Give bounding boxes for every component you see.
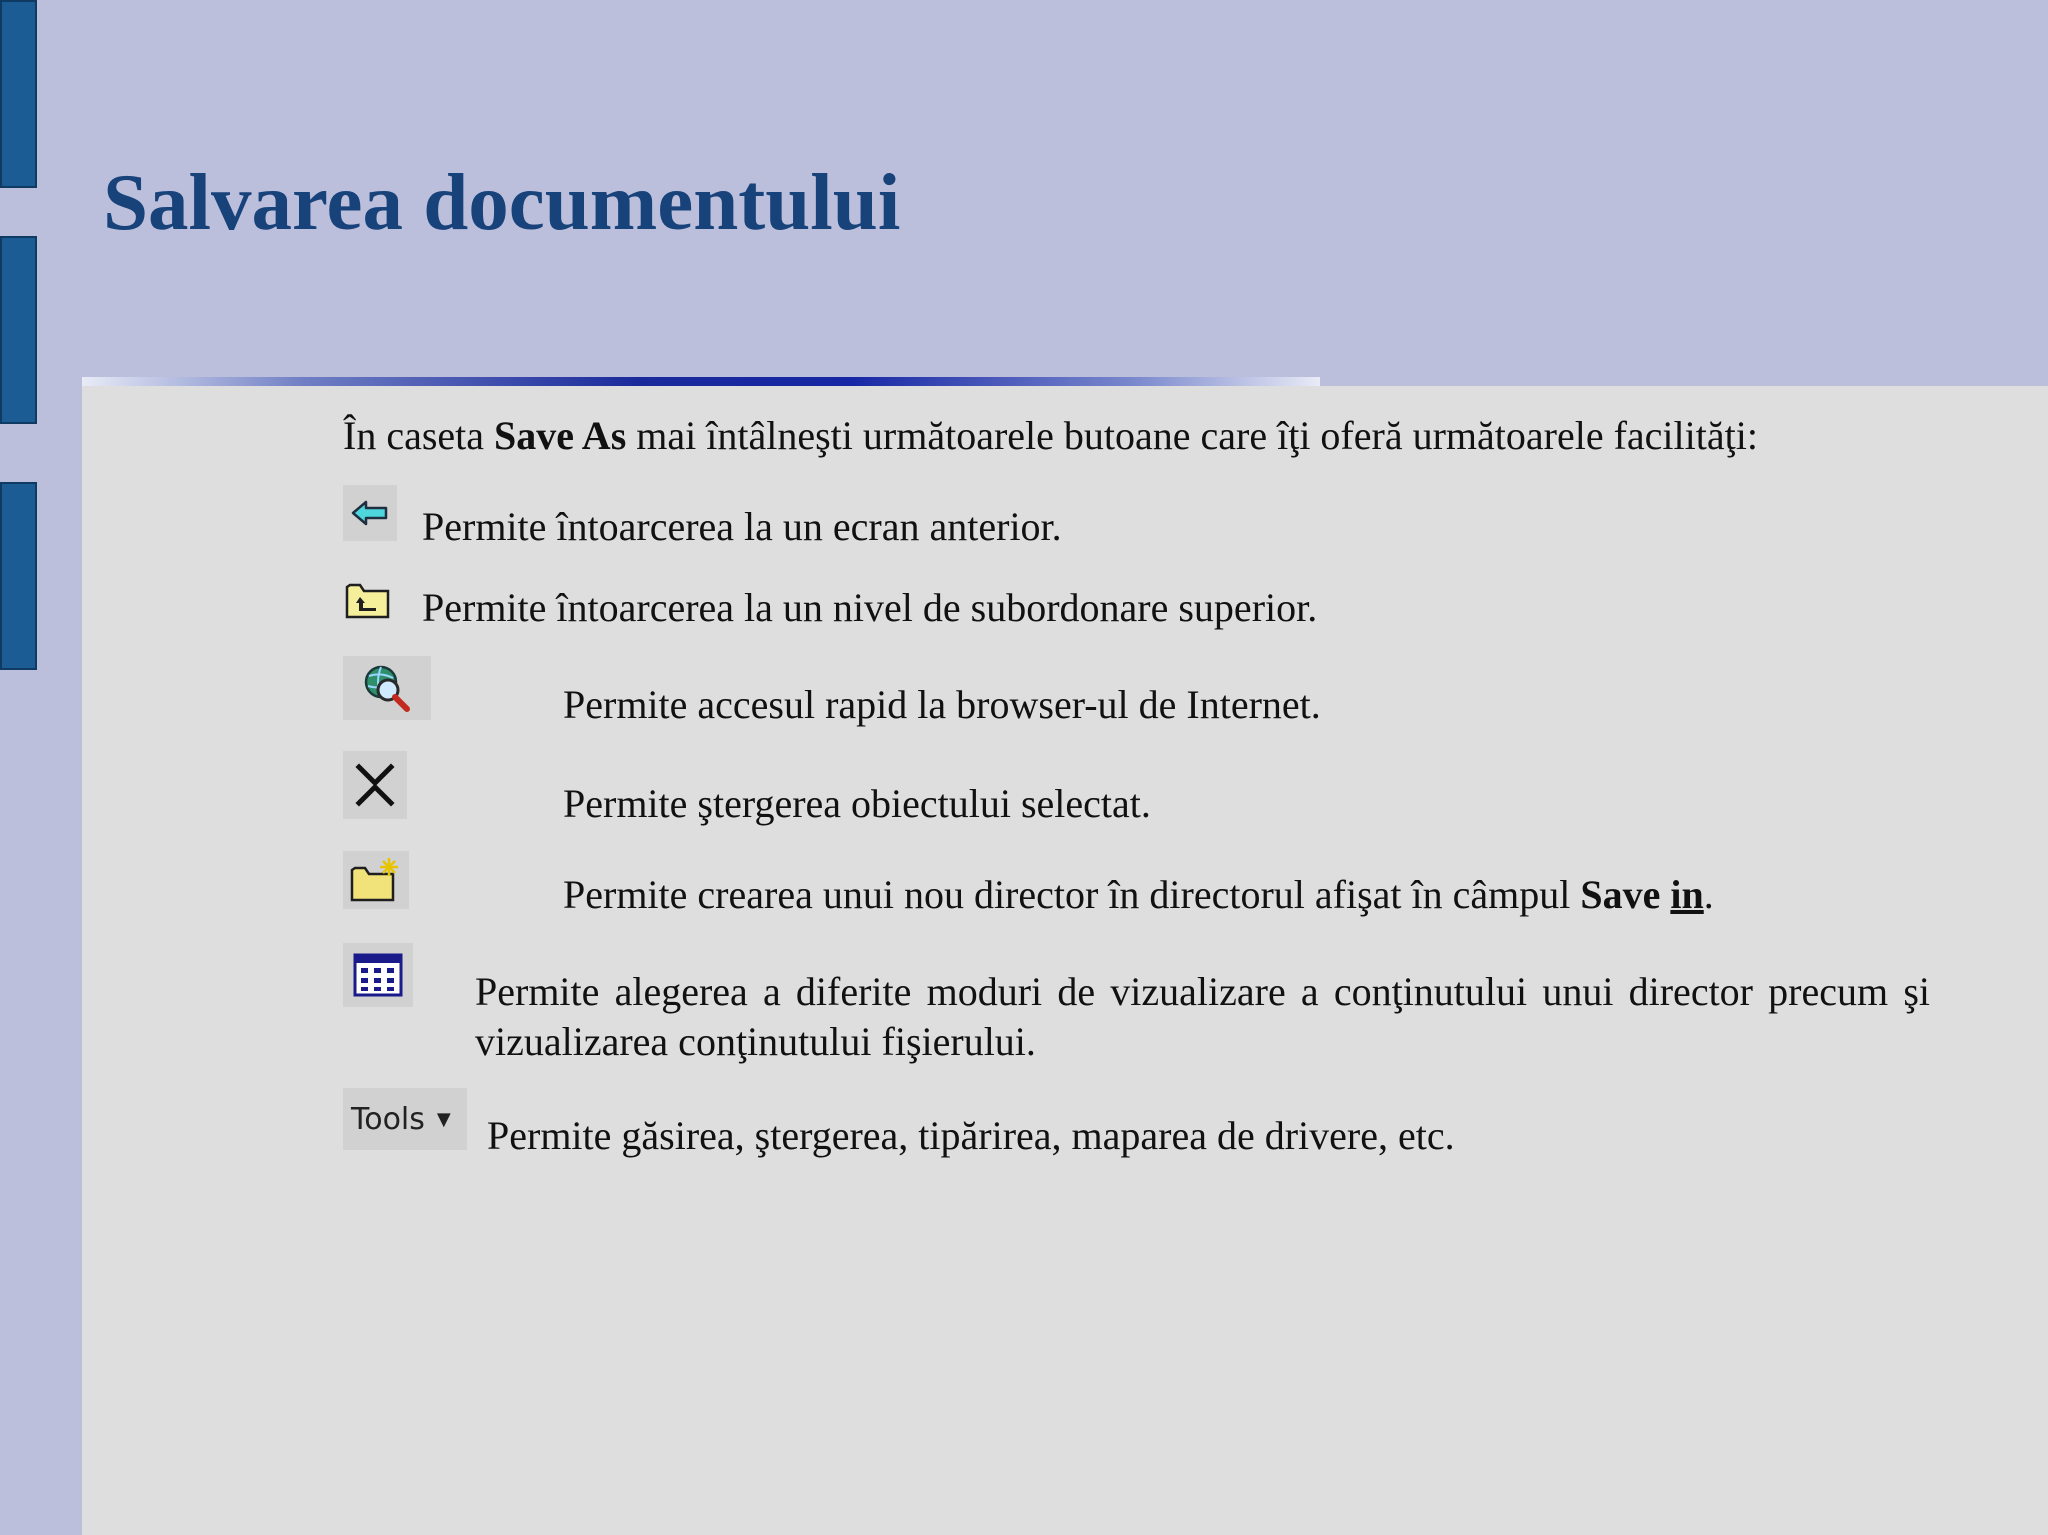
item-back-text: Permite întoarcerea la un ecran anterior.	[422, 504, 1062, 549]
back-arrow-icon	[350, 498, 390, 528]
side-accent-bar	[0, 236, 37, 424]
dropdown-arrow-icon: ▼	[436, 1108, 451, 1130]
tools-button[interactable]	[343, 1088, 467, 1150]
intro-save-as: Save As	[494, 413, 627, 458]
views-icon	[353, 953, 403, 997]
new-folder-button[interactable]	[343, 851, 409, 909]
up-one-level-folder-icon	[344, 579, 392, 621]
delete-x-icon	[353, 763, 397, 807]
slide-title: Salvarea documentului	[103, 157, 901, 247]
side-accent-bar	[0, 482, 37, 670]
item-new-folder-text	[563, 870, 1714, 920]
intro-text	[343, 411, 1758, 461]
title-divider	[82, 377, 1320, 386]
search-web-button[interactable]	[343, 656, 431, 720]
save-in-bold-a: Save	[1580, 872, 1671, 917]
item-delete-text: Permite ştergerea obiectului selectat.	[563, 781, 1151, 826]
search-web-icon	[361, 662, 413, 714]
item-tools-text: Permite găsirea, ştergerea, tipărirea, maparea de drivere, etc.	[487, 1113, 1455, 1158]
new-folder-end: .	[1703, 872, 1714, 917]
back-button[interactable]	[343, 485, 397, 541]
tools-label: Tools	[351, 1101, 425, 1137]
up-one-level-button[interactable]	[343, 575, 393, 625]
side-accent-bar	[0, 0, 37, 188]
item-views-text: Permite alegerea a diferite moduri de vizualizare a conţinutului unui director precum şi vizualizarea conţinutului fişierului.	[475, 969, 1930, 1064]
delete-button[interactable]	[343, 751, 407, 819]
save-in-bold-b: in	[1670, 872, 1704, 917]
views-button[interactable]	[343, 943, 413, 1007]
new-folder-icon	[349, 856, 403, 904]
item-search-web-text: Permite accesul rapid la browser-ul de Internet.	[563, 682, 1321, 727]
item-up-level-text: Permite întoarcerea la un nivel de subordonare superior.	[422, 585, 1318, 630]
new-folder-text: Permite crearea unui nou director în directorul afişat în câmpul	[563, 872, 1581, 917]
intro-prefix: În caseta	[343, 413, 495, 458]
intro-suffix: mai întâlneşti următoarele butoane care îţi oferă următoarele facilităţi:	[626, 413, 1758, 458]
